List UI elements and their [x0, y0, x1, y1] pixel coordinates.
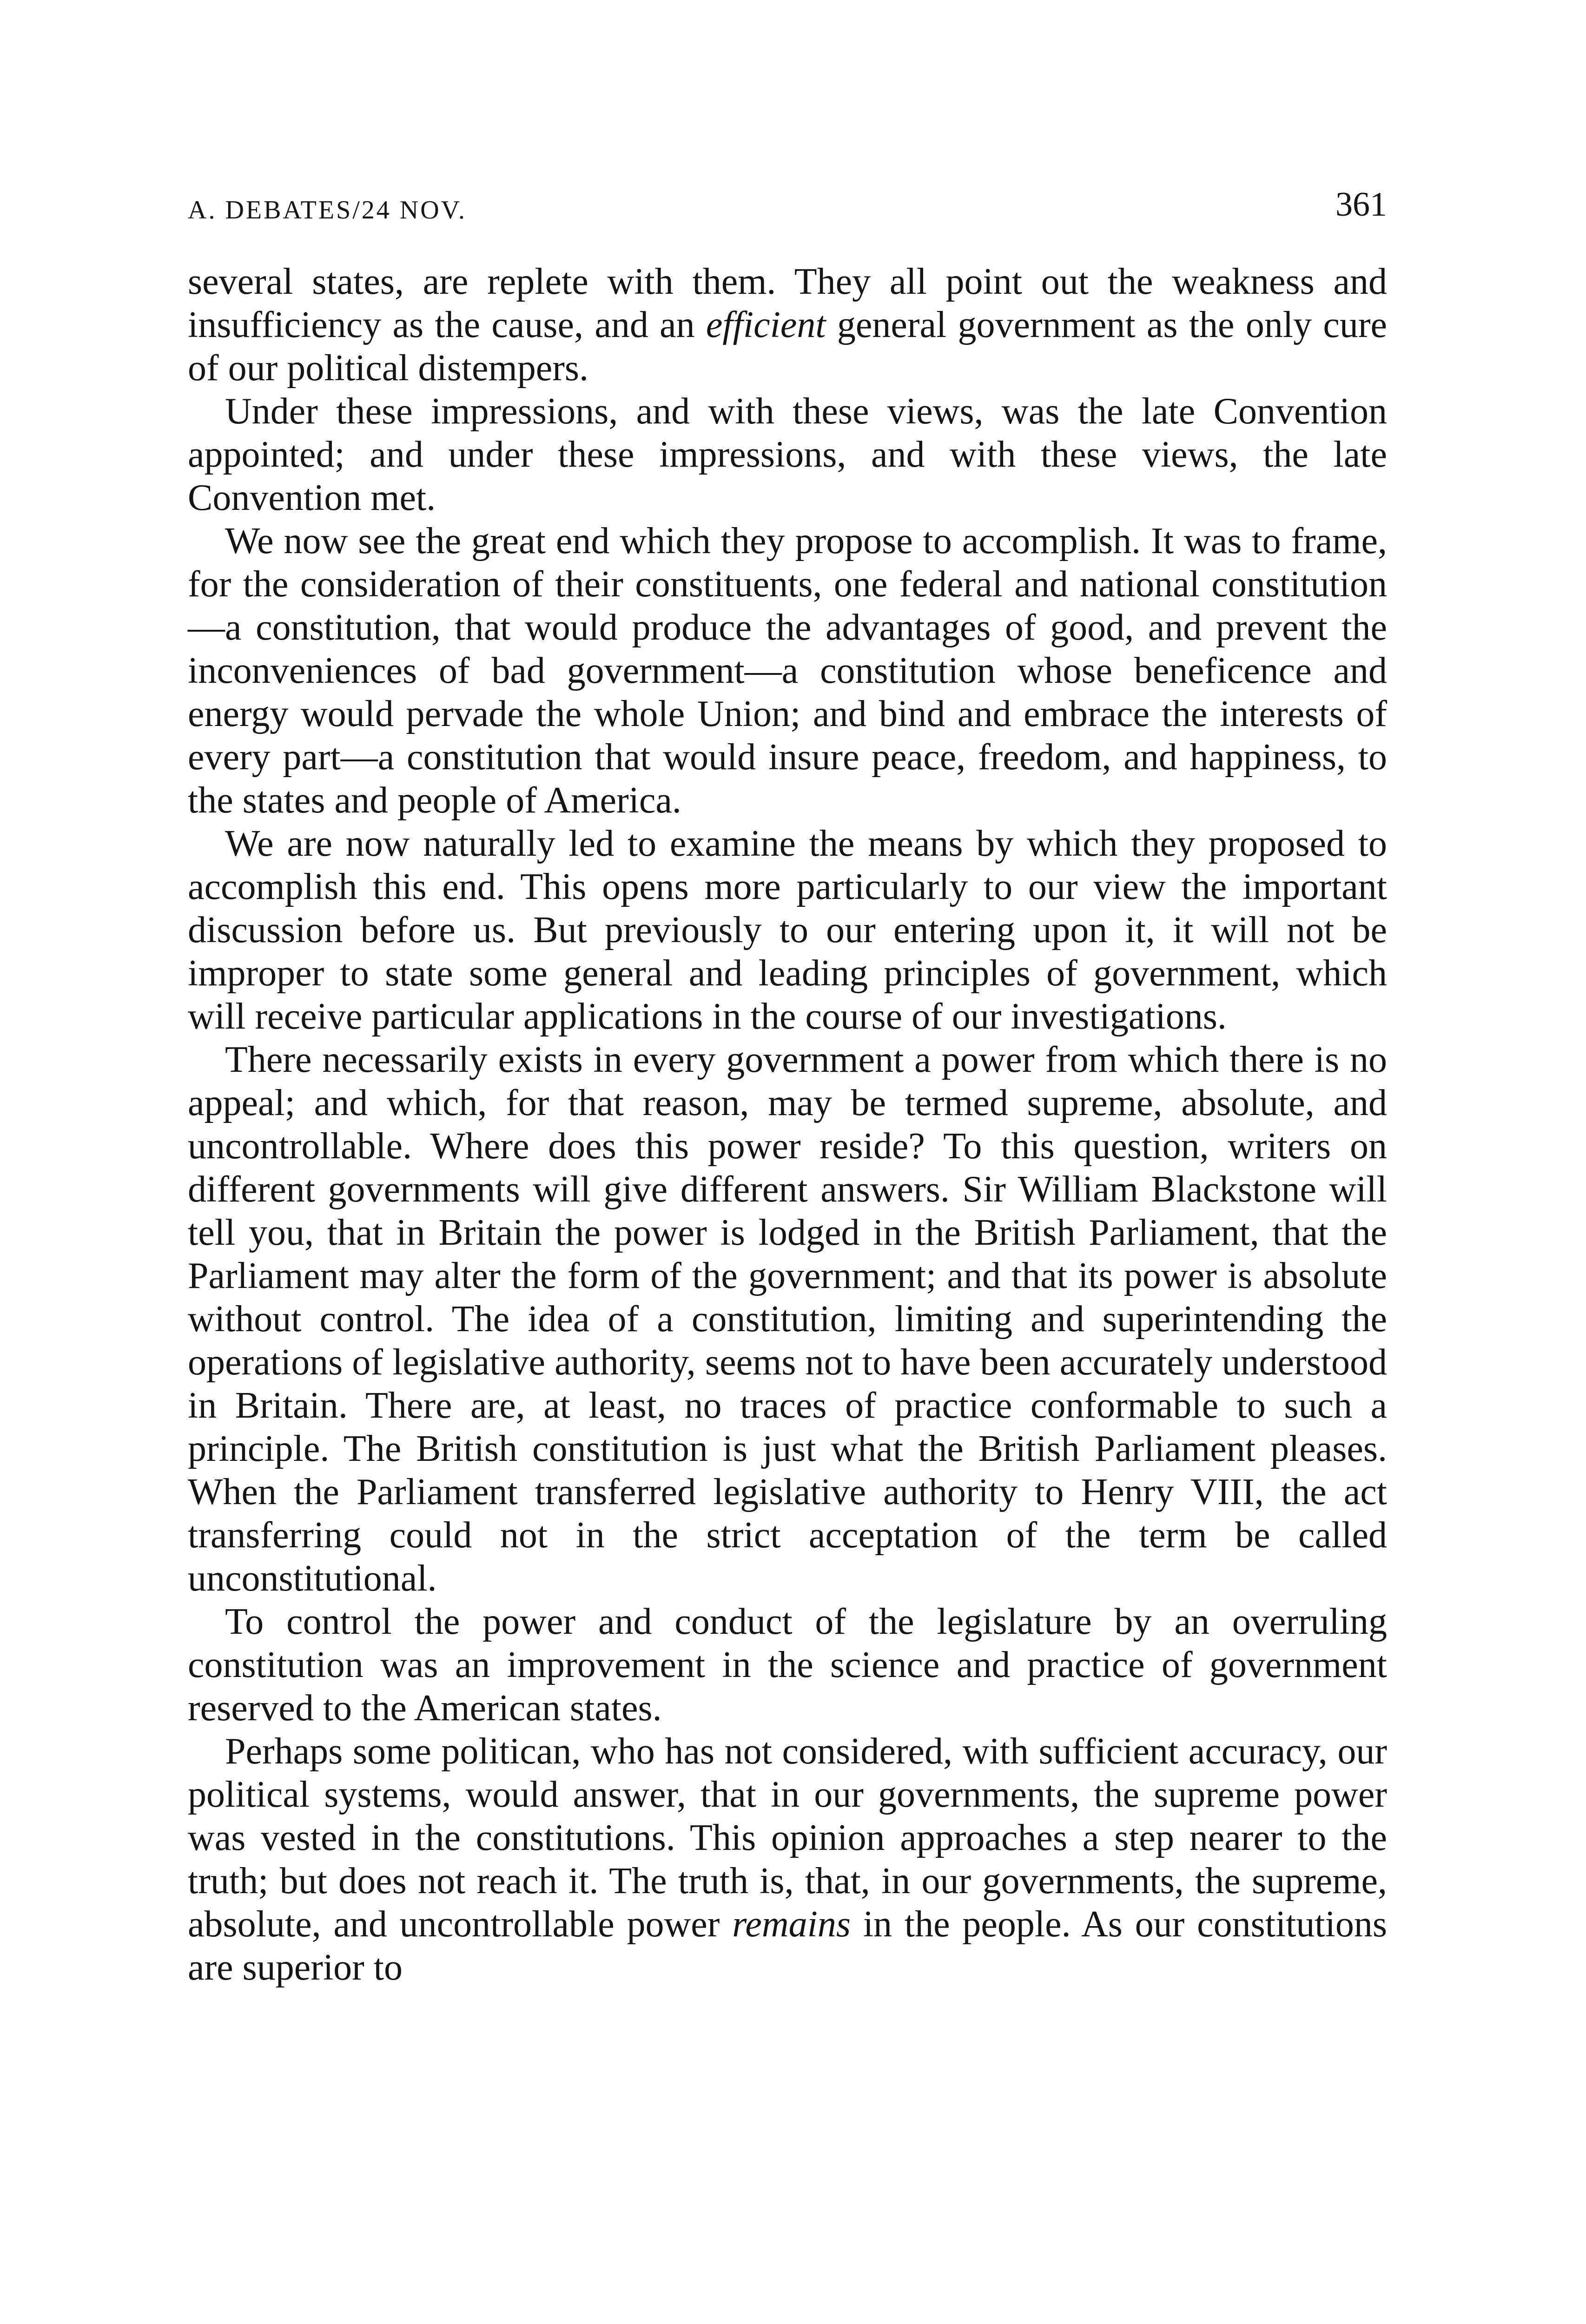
paragraph [188, 1038, 1387, 1600]
body-text [188, 260, 1387, 1989]
paragraph-text: We now see the great end which they propose to accomplish. It was to frame, for the consideration of their constituents, one federal and national constitution—a constitution, that would produce the advantages of good, and prevent the inconveniences of bad government—a constitution whose beneficence and energy would pervade the whole Union; and bind and embrace the interests of every part—a constitution that would insure peace, freedom, and happiness, to the states and people of America. [188, 521, 1387, 821]
paragraph [188, 520, 1387, 822]
paragraph-text: There necessarily exists in every government a power from which there is no appeal; and which, for that reason, may be termed supreme, absolute, and uncontrollable. Where does this power reside? To this question, writers on different governments will give different answers. Sir William Blackstone will tell you, that in Britain the power is lodged in the British Parliament, that the Parliament may alter the form of the government; and that its power is absolute without control. The idea of a constitution, limiting and superintending the operations of legislative authority, seems not to have been accurately understood in Britain. There are, at least, no traces of practice conformable to such a principle. The British constitution is just what the British Parliament pleases. When the Parliament transferred legislative authority to Henry VIII, the act transferring could not in the strict acceptation of the term be called unconstitutional. [188, 1039, 1387, 1599]
page-number: 361 [1335, 185, 1387, 224]
paragraph-text: Perhaps some politican, who has not considered, with sufficient accuracy, our political systems, would answer, that in our governments, the supreme power was vested in the constitutions. This opinion approaches a step nearer to the truth; but does not reach it. The truth is, that, in our governments, the supreme, absolute, and uncontrollable power [188, 1731, 1387, 1945]
paragraph [188, 390, 1387, 520]
paragraph-text: To control the power and conduct of the legislature by an overruling constitution was an improvement in the science and practice of government reserved to the American states. [188, 1601, 1387, 1729]
running-head [188, 186, 1387, 232]
paragraph-text: Under these impressions, and with these views, was the late Convention appointed; and under these impressions, and with these views, the late Convention met. [188, 391, 1387, 518]
paragraph [188, 1600, 1387, 1730]
paragraph-text: several states, are replete with them. They all point out the weakness and insufficiency as the cause, and an [188, 261, 1387, 345]
paragraph [188, 1730, 1387, 1989]
paragraph [188, 822, 1387, 1038]
paragraph-text: We are now naturally led to examine the means by which they proposed to accomplish this end. This opens more particularly to our view the important discussion before us. But previously to our entering upon it, it will not be improper to state some general and leading principles of government, which will receive particular applications in the course of our investigations. [188, 823, 1387, 1037]
paragraph-text: general government as the only cure of our political distempers. [188, 304, 1387, 389]
paragraph-text: in the people. As our constitutions are superior to [188, 1904, 1387, 1988]
emphasis-text: remains [732, 1904, 851, 1945]
running-head-title: A. DEBATES/24 NOV. [188, 196, 467, 224]
emphasis-text: efficient [706, 304, 826, 345]
paragraph-continued [188, 260, 1387, 390]
